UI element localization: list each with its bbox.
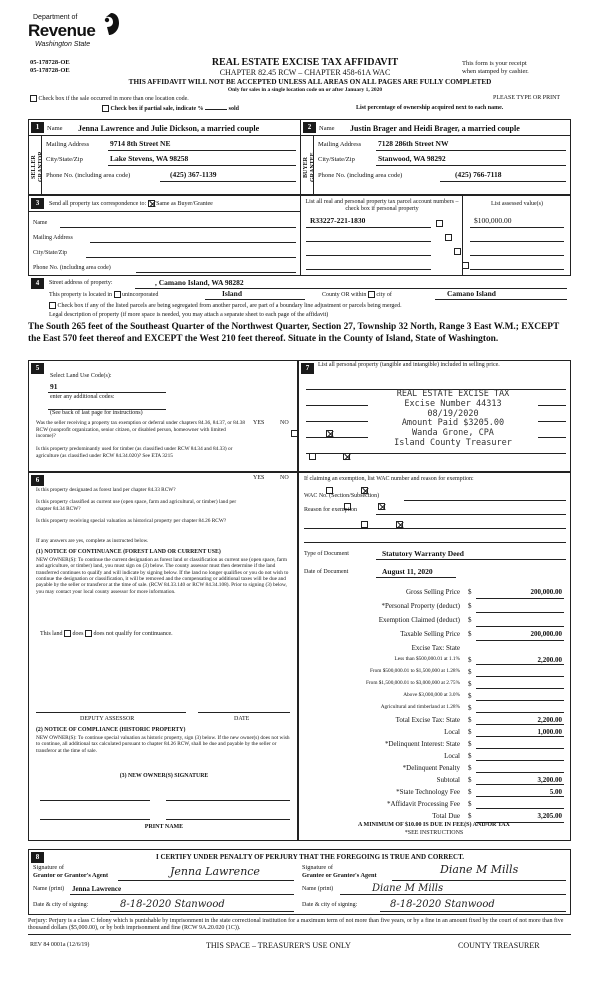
calc-local-value[interactable]: 1,000.00 (537, 728, 562, 736)
calc-tier2-label: From $500,000.01 to $1,500,000 at 1.28% (369, 668, 460, 674)
seller-phone-label: Phone No. (including area code) (46, 172, 131, 179)
parcel-personal-checkbox-3[interactable] (454, 248, 461, 255)
certify-statement: I CERTIFY UNDER PENALTY OF PERJURY THAT THE FOREGOING IS TRUE AND CORRECT. (155, 853, 464, 861)
calc-total-state-label: Total Excise Tax: State (395, 716, 460, 724)
grantee-date-city[interactable]: 8-18-2020 Stanwood (390, 899, 495, 910)
multi-location-row: Check box if the sale occurred in more than one location code. (30, 95, 189, 103)
calc-gross-value[interactable]: 200,000.00 (530, 588, 562, 596)
grantor-name-label: Name (print) (33, 886, 65, 892)
not-qualifies-checkbox[interactable] (85, 630, 92, 637)
seller-name-label: Name (47, 125, 63, 132)
calc-currency-sign: $ (468, 716, 472, 724)
calc-currency-sign: $ (468, 668, 472, 676)
calc-local-label: Local (444, 728, 460, 736)
logo-state-text: Washington State (35, 41, 91, 48)
grantor-sig-label: Signature of Grantor or Grantor's Agent (33, 864, 109, 879)
treasurer-stamp: REAL ESTATE EXCISE TAX Excise Number 44313 08/19/2020 Amount Paid $3205.00 Wanda Grone, CPA Island County Treasurer (368, 390, 538, 449)
minimum-due: A MINIMUM OF $10.00 IS DUE IN FEE(S) AND/OR TAX (358, 822, 510, 828)
buyer-name-label: Name (319, 125, 335, 132)
segregation-row: Check box if any of the listed parcels are being segregated from another parcel, are part of a boundary line adjustment or parcels being merged. (49, 302, 402, 310)
dor-logo (28, 12, 123, 52)
calc-currency-sign: $ (468, 740, 472, 748)
section-4-badge: 4 (31, 278, 44, 289)
calc-del-local-label: Local (444, 752, 460, 760)
grantee-name-label: Name (print) (302, 886, 334, 892)
print-name-label: PRINT NAME (144, 824, 184, 830)
seller-phone[interactable]: (425) 367-1139 (170, 170, 217, 179)
county-label-row: County OR within city of (322, 291, 392, 298)
grantee-signature[interactable]: Diane M Mills (440, 863, 519, 876)
doc-type-label: Type of Document (304, 551, 349, 557)
s5-q1-yes-checkbox[interactable] (291, 430, 298, 437)
form-number: REV 84 0001a (12/6/19) (30, 942, 90, 948)
legal-label: Legal description of property (if more space is needed, you may attach a separate sheet to each page of the affidavit) (49, 312, 329, 318)
section-5-badge: 5 (31, 363, 44, 374)
section-6-badge: 6 (31, 475, 44, 486)
form-warning: THIS AFFIDAVIT WILL NOT BE ACCEPTED UNLESS ALL AREAS ON ALL PAGES ARE FULLY COMPLETED (128, 78, 492, 86)
section-1-badge: 1 (31, 122, 44, 133)
notice1-body: NEW OWNER(S): To continue the current designation as forest land or classification as current use (open space, farm and agriculture, or timber) land, you must sign on (3) below. The county assessor must then determine if the land transferred continues to qualify and will indicate by signing below. If the land no longer qualifies or you do not wish to continue the designation or classification, it will be removed and the compensating or additional taxes will be due and payable by the seller or transferor at the time of sale. (RCW 84.33.140 or RCW 84.34.108). Prior to signing (3) below, you may contact your local county assessor for more information. (36, 557, 289, 595)
calc-currency-sign: $ (468, 752, 472, 760)
calc-excise-label: Excise Tax: State (411, 644, 460, 652)
s5-q2: Is this property predominantly used for timber (as classified under RCW 84.34 and 84.33) or agriculture (as classified under RCW 84.34.020)? See ETA 3215 (36, 446, 233, 459)
form-note: Only for sales in a single location code on or after January 1, 2020 (227, 87, 383, 93)
calc-currency-sign: $ (468, 728, 472, 736)
corr-name-label: Name (33, 220, 48, 226)
doc-date-label: Date of Document (304, 569, 349, 575)
buyer-city-label: City/State/Zip (318, 156, 355, 163)
treasurer-space: THIS SPACE – TREASURER'S USE ONLY (206, 941, 351, 950)
s5-q1: Was the seller receiving a property tax exemption or deferral under chapters 84.36, 84.37, or 84.38 RCW (nonprofit organization, senior citizen, or disabled person, homeowner with limited income)? (36, 420, 246, 440)
calc-tier4-label: Above $3,000,000 at 3.0% (403, 692, 460, 698)
doc-type[interactable]: Statutory Warranty Deed (382, 549, 464, 558)
buyer-side-label: BUYER GRANTEE (303, 152, 316, 182)
s6-q2: Is this property classified as current use (open space, farm and agricultural, or timber) land per chapter 84.34 RCW? (36, 499, 237, 512)
calc-currency-sign: $ (468, 764, 472, 772)
calc-subtotal-value[interactable]: 3,200.00 (537, 776, 562, 784)
wac-label: WAC No. (Section/Subsection) (304, 493, 380, 499)
section6-box (28, 472, 298, 841)
s5-no: NO (280, 420, 289, 426)
seller-city[interactable]: Lake Stevens, WA 98258 (110, 154, 189, 163)
seller-addr-label: Mailing Address (46, 141, 90, 148)
calc-currency-sign: $ (468, 788, 472, 796)
corr-city-label: City/State/Zip (33, 250, 67, 256)
calc-gross-label: Gross Selling Price (405, 588, 460, 596)
parcel-personal-checkbox-2[interactable] (445, 234, 452, 241)
doc-code-1: 05-178728-OE (30, 59, 70, 66)
street-label: Street address of property: (49, 280, 113, 286)
s6-no: NO (280, 475, 289, 481)
calc-currency-sign: $ (468, 588, 472, 596)
county-value[interactable]: Island (222, 289, 243, 298)
buyer-city[interactable]: Stanwood, WA 98292 (378, 154, 446, 163)
same-as-buyer-checkbox[interactable] (148, 200, 155, 207)
land-use-value[interactable]: 91 (50, 382, 58, 391)
unincorporated-checkbox[interactable] (114, 291, 121, 298)
parcel-personal-checkbox-1[interactable] (436, 220, 443, 227)
correspondence-row: Send all property tax correspondence to: Same as Buyer/Grantee (49, 200, 213, 207)
grantor-signature[interactable]: Jenna Lawrence (170, 865, 260, 878)
section-7-badge: 7 (301, 363, 314, 374)
parcel-value[interactable]: $100,000.00 (474, 216, 512, 225)
partial-sale-checkbox[interactable] (102, 105, 109, 112)
calc-currency-sign: $ (468, 776, 472, 784)
calc-tech-label: *State Technology Fee (396, 788, 460, 796)
form-subtitle: CHAPTER 82.45 RCW – CHAPTER 458-61A WAC (219, 68, 391, 77)
reason-label: Reason for exemption (304, 507, 357, 513)
please-type: PLEASE TYPE OR PRINT (493, 95, 561, 101)
new-owner-signature-label: (3) NEW OWNER(S) SIGNATURE (119, 773, 209, 779)
ownership-note: List percentage of ownership acquired next to each name. (356, 105, 504, 111)
form-title: REAL ESTATE EXCISE TAX AFFIDAVIT (211, 57, 399, 68)
calc-currency-sign: $ (468, 602, 472, 610)
calc-taxable-value[interactable]: 200,000.00 (530, 630, 562, 638)
county-treasurer: COUNTY TREASURER (458, 941, 540, 950)
grantor-date-city[interactable]: 8-18-2020 Stanwood (120, 899, 225, 910)
assessor-date-label: DATE (234, 716, 250, 722)
see-instructions: *SEE INSTRUCTIONS (404, 830, 464, 836)
grantor-date-label: Date & city of signing: (33, 902, 89, 908)
calc-currency-sign: $ (468, 704, 472, 712)
corr-phone-label: Phone No. (including area code) (33, 265, 111, 271)
calc-total-due-label: Total Due (432, 812, 460, 820)
logo-emblem-icon (102, 12, 120, 36)
buyer-name[interactable]: Justin Brager and Heidi Brager, a married couple (350, 124, 520, 133)
qualifies-checkbox[interactable] (64, 630, 71, 637)
notice2-body: NEW OWNER(S): To continue special valuation as historic property, sign (3) below. If the new owner(s) does not wish to continue, all additional tax calculated pursuant to chapter 84.26 RCW, shall be due and payable by the seller or transferor at the time of sale. (36, 735, 290, 754)
segregation-checkbox[interactable] (49, 302, 56, 309)
calc-tier1-label: Less than $500,000.01 at 1.1% (394, 656, 460, 662)
notice2-title: (2) NOTICE OF COMPLIANCE (HISTORIC PROPERTY) (36, 727, 186, 733)
deputy-assessor-label: DEPUTY ASSESSOR (80, 716, 135, 722)
seller-side-label: SELLER GRANTOR (31, 151, 44, 183)
calc-tier1-value[interactable]: 2,200.00 (537, 656, 562, 664)
buyer-phone-label: Phone No. (including area code) (318, 172, 403, 179)
assessed-header: List assessed value(s) (491, 201, 543, 207)
parcel-personal-checkbox-4[interactable] (462, 262, 469, 269)
partial-sale-percent-field[interactable] (205, 109, 227, 110)
calc-tier3-label: From $1,500,000.01 to $3,000,000 at 2.75% (365, 680, 460, 686)
s6-any-yes: If any answers are yes, complete as instructed below. (36, 538, 149, 544)
receipt-note-1: This form is your receipt (462, 60, 527, 67)
calc-currency-sign: $ (468, 616, 472, 624)
buyer-phone[interactable]: (425) 766-7118 (455, 170, 502, 179)
doc-code-2: 05-178728-OE (30, 67, 70, 74)
logo-revenue-text: Revenue (28, 21, 96, 40)
additional-codes: enter any additional codes: (50, 394, 115, 400)
s5-yes: YES (253, 420, 265, 426)
seller-city-label: City/State/Zip (46, 156, 83, 163)
street-value[interactable]: , Camano Island, WA 98282 (155, 278, 244, 287)
calc-taxable-label: Taxable Selling Price (400, 630, 460, 638)
partial-sale-row: Check box if partial sale, indicate % sold (102, 105, 239, 113)
city-of-checkbox[interactable] (368, 291, 375, 298)
calc-del-state-label: *Delinquent Interest: State (384, 740, 460, 748)
calc-currency-sign: $ (468, 680, 472, 688)
continuance-row: This land does does not qualify for continuance. (40, 630, 173, 637)
seller-name[interactable]: Jenna Lawrence and Julie Dickson, a married couple (78, 124, 260, 133)
calc-tier5-label: Agricultural and timberland at 1.28% (380, 704, 460, 710)
perjury-notice: Perjury: Perjury is a class C felony which is punishable by imprisonment in the state correctional institution for a maximum term of not more than five years, or by a fine in an amount fixed by the court of not more than five thousand dollars ($5,000.00), or by both imprisonment and fine (RCW 9A.20.020 (1C)). (28, 918, 564, 932)
calc-currency-sign: $ (468, 692, 472, 700)
logo-dept-text: Department of (33, 14, 78, 21)
exemption-label: If claiming an exemption, list WAC number and reason for exemption: (304, 476, 474, 482)
receipt-note-2: when stamped by cashier. (462, 68, 529, 75)
grantee-name[interactable]: Diane M Mills (372, 883, 444, 894)
calc-exemption-label: Exemption Claimed (deduct) (378, 616, 460, 624)
s6-q3: Is this property receiving special valuation as historical property per chapter 84.26 RCW? (36, 518, 227, 524)
calc-del-penalty-label: *Delinquent Penalty (402, 764, 460, 772)
personal-property-label: List all personal property (tangible and intangible) included in selling price. (318, 362, 500, 368)
land-use-label: Select Land Use Code(s): (50, 373, 112, 379)
legal-description: The South 265 feet of the Southeast Quarter of the Northwest Quarter, Section 27, Township 32 North, Range 3 East W.M.; EXCEPT the East 570 feet thereof and EXCEPT the West 210 feet thereof. Situate in the County of Island, State of Washington. (28, 322, 560, 345)
parcels-header: List all real and personal property tax parcel account numbers – check box if personal property (305, 199, 459, 213)
located-row: This property is located in unincorporated (49, 291, 159, 298)
city-value[interactable]: Camano Island (447, 289, 496, 298)
calc-currency-sign: $ (468, 812, 472, 820)
doc-date[interactable]: August 11, 2020 (382, 567, 433, 576)
calc-total-due-value[interactable]: 3,205.00 (537, 812, 562, 820)
see-back: (See back of last page for instructions) (50, 410, 143, 416)
grantor-name[interactable]: Jenna Lawrence (72, 885, 122, 893)
section-8-badge: 8 (31, 852, 44, 863)
multi-location-checkbox[interactable] (30, 95, 37, 102)
section-2-badge: 2 (303, 122, 316, 133)
calc-tech-value[interactable]: 5.00 (549, 788, 562, 796)
buyer-addr-label: Mailing Address (318, 141, 362, 148)
calc-currency-sign: $ (468, 800, 472, 808)
calc-affidavit-label: *Affidavit Processing Fee (387, 800, 460, 808)
calc-currency-sign: $ (468, 656, 472, 664)
s6-yes: YES (253, 475, 265, 481)
s6-q1: Is this property designated as forest land per chapter 84.33 RCW? (36, 487, 176, 493)
parcel-number[interactable]: R33227-221-1830 (310, 216, 366, 225)
buyer-addr[interactable]: 7128 286th Street NW (378, 139, 449, 148)
section-3-badge: 3 (31, 198, 44, 209)
notice1-title: (1) NOTICE OF CONTINUANCE (FOREST LAND OR CURRENT USE) (36, 549, 221, 555)
seller-addr[interactable]: 9714 8th Street NE (110, 139, 171, 148)
calc-currency-sign: $ (468, 630, 472, 638)
calc-total-state-value[interactable]: 2,200.00 (537, 716, 562, 724)
calc-personal-label: *Personal Property (deduct) (381, 602, 460, 610)
corr-mailing-label: Mailing Address (33, 235, 73, 241)
grantee-date-label: Date & city of signing: (302, 902, 358, 908)
grantee-sig-label: Signature of Grantee or Grantee's Agent (302, 864, 377, 879)
calc-subtotal-label: Subtotal (436, 776, 460, 784)
